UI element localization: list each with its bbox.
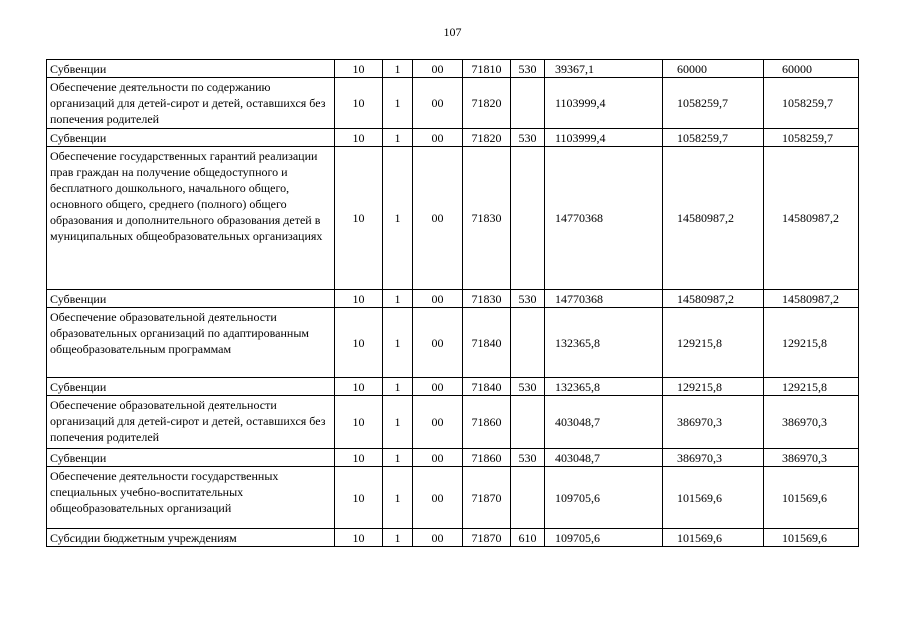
row-program-cell: 00 (413, 78, 463, 129)
row-code-cell: 71820 (463, 78, 511, 129)
table-row (47, 129, 859, 147)
row-code-cell: 71840 (463, 378, 511, 396)
row-value-1-cell: 1103999,4 (545, 129, 663, 147)
row-value-2-cell: 1058259,7 (663, 78, 764, 129)
row-code-cell: 71840 (463, 308, 511, 378)
row-subsection-cell: 1 (383, 60, 413, 78)
row-expense-type-cell: 530 (511, 290, 545, 308)
row-program-cell: 00 (413, 290, 463, 308)
row-expense-type-cell (511, 396, 545, 449)
row-section-cell: 10 (335, 308, 383, 378)
row-subsection-cell: 1 (383, 396, 413, 449)
row-value-2-cell: 101569,6 (663, 529, 764, 547)
row-section-cell: 10 (335, 78, 383, 129)
row-code-cell: 71810 (463, 60, 511, 78)
row-name-cell: Обеспечение деятельности государственных специальных учебно-воспитательных общеобразовательных организаций (47, 467, 335, 529)
row-value-2-cell: 129215,8 (663, 308, 764, 378)
row-section-cell: 10 (335, 129, 383, 147)
row-subsection-cell: 1 (383, 78, 413, 129)
row-value-1-cell: 14770368 (545, 147, 663, 290)
row-code-cell: 71860 (463, 396, 511, 449)
table-body (47, 60, 859, 547)
row-name-cell: Субвенции (47, 290, 335, 308)
row-program-cell: 00 (413, 449, 463, 467)
row-section-cell: 10 (335, 147, 383, 290)
row-value-3-cell: 101569,6 (764, 467, 859, 529)
row-expense-type-cell (511, 78, 545, 129)
row-value-3-cell: 129215,8 (764, 308, 859, 378)
row-value-1-cell: 39367,1 (545, 60, 663, 78)
row-program-cell: 00 (413, 396, 463, 449)
row-section-cell: 10 (335, 396, 383, 449)
budget-table (46, 59, 859, 547)
row-code-cell: 71820 (463, 129, 511, 147)
row-subsection-cell: 1 (383, 308, 413, 378)
row-name-cell: Субвенции (47, 60, 335, 78)
row-value-3-cell: 14580987,2 (764, 290, 859, 308)
table-row (47, 449, 859, 467)
table-row (47, 529, 859, 547)
row-value-1-cell: 109705,6 (545, 529, 663, 547)
row-program-cell: 00 (413, 529, 463, 547)
row-section-cell: 10 (335, 529, 383, 547)
row-code-cell: 71830 (463, 290, 511, 308)
row-expense-type-cell (511, 147, 545, 290)
row-value-1-cell: 403048,7 (545, 396, 663, 449)
table-row (47, 308, 859, 378)
row-section-cell: 10 (335, 60, 383, 78)
row-value-2-cell: 14580987,2 (663, 290, 764, 308)
row-name-cell: Обеспечение государственных гарантий реализации прав граждан на получение общедоступного и бесплатного дошкольного, начального общего, основного общего, среднего (полного) общего образования и дополнительного образования детей в муниципальных общеобразовательных организациях (47, 147, 335, 290)
row-value-3-cell: 386970,3 (764, 449, 859, 467)
row-subsection-cell: 1 (383, 129, 413, 147)
row-subsection-cell: 1 (383, 467, 413, 529)
row-expense-type-cell: 530 (511, 60, 545, 78)
table-row (47, 290, 859, 308)
row-program-cell: 00 (413, 60, 463, 78)
row-program-cell: 00 (413, 378, 463, 396)
row-value-1-cell: 132365,8 (545, 308, 663, 378)
row-expense-type-cell: 610 (511, 529, 545, 547)
table-row (47, 147, 859, 290)
row-value-3-cell: 60000 (764, 60, 859, 78)
row-section-cell: 10 (335, 449, 383, 467)
row-value-2-cell: 14580987,2 (663, 147, 764, 290)
row-value-2-cell: 101569,6 (663, 467, 764, 529)
row-value-2-cell: 386970,3 (663, 396, 764, 449)
row-value-3-cell: 14580987,2 (764, 147, 859, 290)
table-row (47, 378, 859, 396)
row-value-2-cell: 60000 (663, 60, 764, 78)
row-name-cell: Обеспечение деятельности по содержанию организаций для детей-сирот и детей, оставшихся без попечения родителей (47, 78, 335, 129)
row-value-1-cell: 403048,7 (545, 449, 663, 467)
page-number: 107 (443, 25, 462, 39)
row-value-2-cell: 1058259,7 (663, 129, 764, 147)
table-row (47, 467, 859, 529)
row-program-cell: 00 (413, 129, 463, 147)
row-section-cell: 10 (335, 467, 383, 529)
row-expense-type-cell: 530 (511, 378, 545, 396)
row-name-cell: Субвенции (47, 129, 335, 147)
row-value-1-cell: 1103999,4 (545, 78, 663, 129)
row-name-cell: Обеспечение образовательной деятельности организаций для детей-сирот и детей, оставшихся без попечения родителей (47, 396, 335, 449)
row-value-3-cell: 129215,8 (764, 378, 859, 396)
row-name-cell: Обеспечение образовательной деятельности образовательных организаций по адаптированным общеобразовательным программам (47, 308, 335, 378)
row-name-cell: Субсидии бюджетным учреждениям (47, 529, 335, 547)
row-code-cell: 71830 (463, 147, 511, 290)
row-section-cell: 10 (335, 378, 383, 396)
row-expense-type-cell: 530 (511, 449, 545, 467)
row-value-3-cell: 101569,6 (764, 529, 859, 547)
row-code-cell: 71870 (463, 467, 511, 529)
row-value-1-cell: 109705,6 (545, 467, 663, 529)
table-row (47, 60, 859, 78)
row-program-cell: 00 (413, 467, 463, 529)
row-program-cell: 00 (413, 308, 463, 378)
row-value-3-cell: 1058259,7 (764, 78, 859, 129)
row-value-3-cell: 1058259,7 (764, 129, 859, 147)
row-program-cell: 00 (413, 147, 463, 290)
row-value-2-cell: 129215,8 (663, 378, 764, 396)
row-name-cell: Субвенции (47, 449, 335, 467)
row-subsection-cell: 1 (383, 529, 413, 547)
row-section-cell: 10 (335, 290, 383, 308)
row-subsection-cell: 1 (383, 290, 413, 308)
table-row (47, 78, 859, 129)
table-row (47, 396, 859, 449)
row-subsection-cell: 1 (383, 449, 413, 467)
row-value-1-cell: 14770368 (545, 290, 663, 308)
row-subsection-cell: 1 (383, 378, 413, 396)
row-expense-type-cell (511, 467, 545, 529)
row-value-2-cell: 386970,3 (663, 449, 764, 467)
row-expense-type-cell (511, 308, 545, 378)
row-value-3-cell: 386970,3 (764, 396, 859, 449)
row-expense-type-cell: 530 (511, 129, 545, 147)
row-name-cell: Субвенции (47, 378, 335, 396)
row-subsection-cell: 1 (383, 147, 413, 290)
row-code-cell: 71870 (463, 529, 511, 547)
row-value-1-cell: 132365,8 (545, 378, 663, 396)
row-code-cell: 71860 (463, 449, 511, 467)
